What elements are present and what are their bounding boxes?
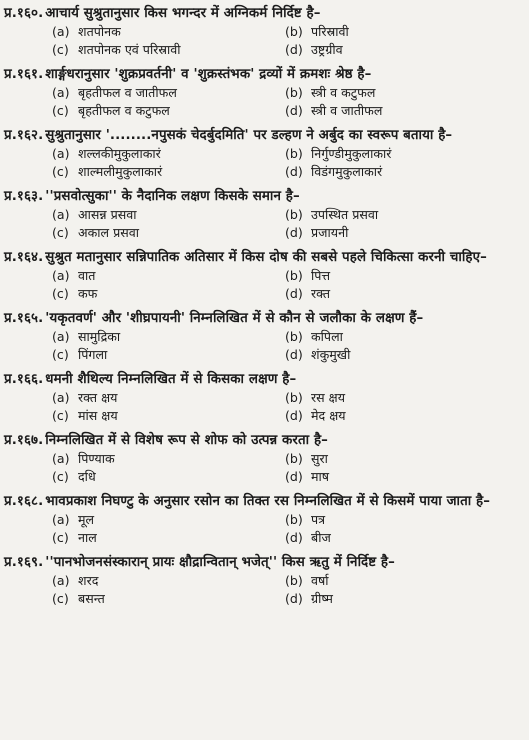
- options-grid: [4, 206, 515, 241]
- answer-option: [285, 389, 515, 407]
- option-label: (d): [285, 468, 303, 484]
- answer-option: [52, 41, 285, 59]
- question-number: प्र.१६९.: [4, 555, 44, 570]
- question-line: [4, 492, 515, 511]
- answer-option: [285, 41, 515, 59]
- option-text: रस क्षय: [311, 390, 346, 405]
- option-text: पित्त: [311, 268, 331, 283]
- option-text: प्रजायनी: [311, 224, 349, 240]
- option-text: शल्लकीमुकुलाकारं: [78, 146, 161, 161]
- option-label: (d): [285, 285, 303, 301]
- option-label: (b): [285, 268, 303, 283]
- option-label: (b): [285, 573, 303, 588]
- option-label: (a): [52, 512, 70, 527]
- question-text: निम्नलिखित में से विशेष रूप से शोफ को उत्पन्न करता है–: [45, 433, 328, 448]
- option-text: नाल: [78, 529, 97, 545]
- options-grid: [4, 328, 515, 363]
- question-block: [4, 248, 515, 302]
- option-label: (b): [285, 24, 303, 39]
- options-grid: [4, 23, 515, 58]
- question-line: [4, 309, 515, 328]
- option-label: (b): [285, 85, 303, 100]
- question-line: [4, 248, 515, 267]
- answer-option: [285, 102, 515, 120]
- answer-option: [52, 450, 285, 468]
- option-text: मूल: [78, 512, 95, 527]
- options-grid: [4, 267, 515, 302]
- question-text: सुश्रुत मतानुसार सन्निपातिक अतिसार में किस दोष की सबसे पहले चिकित्सा करनी चाहिए–: [45, 250, 487, 265]
- answer-option: [285, 572, 515, 590]
- option-label: (c): [52, 407, 69, 423]
- option-text: अकाल प्रसवा: [78, 224, 140, 240]
- question-text: सुश्रुतानुसार '........नपुसकं चेदर्बुदमिति' पर डल्हण ने अर्बुद का स्वरूप बताया है–: [45, 128, 453, 143]
- answer-option: [52, 267, 285, 285]
- answer-option: [285, 206, 515, 224]
- answer-option: [285, 224, 515, 242]
- answer-option: [52, 163, 285, 181]
- question-number: प्र.१६५.: [4, 311, 44, 326]
- option-label: (d): [285, 346, 303, 362]
- option-label: (c): [52, 346, 69, 362]
- answer-option: [52, 529, 285, 547]
- option-label: (b): [285, 207, 303, 222]
- question-number: प्र.१६०.: [4, 6, 44, 21]
- option-label: (a): [52, 329, 70, 344]
- question-block: [4, 187, 515, 241]
- question-block: [4, 4, 515, 58]
- question-number: प्र.१६४.: [4, 250, 44, 265]
- option-label: (d): [285, 224, 303, 240]
- option-text: बृहतीफल व कटुफल: [78, 102, 170, 118]
- answer-option: [52, 224, 285, 242]
- option-text: शतपोनक: [78, 24, 121, 39]
- option-label: (a): [52, 85, 70, 100]
- question-line: [4, 126, 515, 145]
- option-text: विडंगमुकुलाकारं: [311, 163, 383, 179]
- question-text: 'यकृतवर्ण' और 'शीघ्रपायनी' निम्नलिखित में से कौन से जलौका के लक्षण हैं–: [45, 311, 424, 326]
- option-text: शंकुमुखी: [311, 346, 351, 362]
- question-line: [4, 65, 515, 84]
- answer-option: [52, 407, 285, 425]
- option-text: ग्रीष्म: [311, 590, 333, 606]
- answer-option: [285, 468, 515, 486]
- option-text: निर्गुण्डीमुकुलाकारं: [311, 146, 392, 161]
- question-number: प्र.१६६.: [4, 372, 44, 387]
- option-label: (d): [285, 102, 303, 118]
- answer-option: [52, 389, 285, 407]
- option-text: माष: [311, 468, 330, 484]
- question-number: प्र.१६२.: [4, 128, 44, 143]
- option-text: कपिला: [311, 329, 343, 344]
- option-label: (c): [52, 102, 69, 118]
- option-text: शतपोनक एवं परिस्रावी: [78, 41, 181, 57]
- options-grid: [4, 145, 515, 180]
- answer-option: [52, 84, 285, 102]
- question-block: [4, 65, 515, 119]
- option-text: बृहतीफल व जातीफल: [78, 85, 177, 100]
- option-label: (b): [285, 451, 303, 466]
- option-label: (a): [52, 24, 70, 39]
- option-label: (c): [52, 468, 69, 484]
- option-text: बसन्त: [78, 590, 105, 606]
- option-label: (c): [52, 224, 69, 240]
- question-text: ''प्रसवोत्सुका'' के नैदानिक लक्षण किसके समान है–: [45, 189, 300, 204]
- answer-option: [285, 346, 515, 364]
- option-label: (d): [285, 407, 303, 423]
- option-label: (b): [285, 329, 303, 344]
- option-text: दधि: [78, 468, 96, 484]
- answer-option: [285, 511, 515, 529]
- option-text: वर्षा: [311, 573, 329, 588]
- question-text: ''पानभोजनसंस्कारान् प्रायः क्षौद्रान्वितान् भजेत्'' किस ऋतु में निर्दिष्ट है–: [45, 555, 395, 570]
- options-grid: [4, 389, 515, 424]
- option-text: सुरा: [311, 451, 328, 466]
- question-line: [4, 370, 515, 389]
- option-label: (a): [52, 146, 70, 161]
- option-text: कफ: [78, 285, 98, 301]
- option-text: पत्र: [311, 512, 326, 527]
- answer-option: [285, 407, 515, 425]
- option-label: (c): [52, 529, 69, 545]
- answer-option: [52, 572, 285, 590]
- question-text: भावप्रकाश निघण्टु के अनुसार रसोन का तिक्त रस निम्नलिखित में से किसमें पाया जाता है–: [45, 494, 491, 509]
- options-grid: [4, 572, 515, 607]
- answer-option: [285, 328, 515, 346]
- question-text: आचार्य सुश्रुतानुसार किस भगन्दर में अग्निकर्म निर्दिष्ट है–: [45, 6, 321, 21]
- question-block: [4, 431, 515, 485]
- option-text: पिंगला: [78, 346, 108, 362]
- option-text: आसन्न प्रसवा: [78, 207, 137, 222]
- option-text: बीज: [311, 529, 331, 545]
- answer-option: [285, 23, 515, 41]
- option-text: स्त्री व जातीफल: [311, 102, 383, 118]
- option-label: (a): [52, 390, 70, 405]
- option-text: उष्ट्रग्रीव: [311, 41, 343, 57]
- option-text: सामुद्रिका: [78, 329, 121, 344]
- option-label: (c): [52, 163, 69, 179]
- option-label: (b): [285, 390, 303, 405]
- question-block: [4, 370, 515, 424]
- option-label: (d): [285, 529, 303, 545]
- question-number: प्र.१६३.: [4, 189, 44, 204]
- option-label: (b): [285, 512, 303, 527]
- option-label: (c): [52, 285, 69, 301]
- option-text: रक्त क्षय: [78, 390, 118, 405]
- question-line: [4, 187, 515, 206]
- question-block: [4, 126, 515, 180]
- option-label: (d): [285, 590, 303, 606]
- option-text: शाल्मलीमुकुलाकारं: [78, 163, 163, 179]
- answer-option: [52, 468, 285, 486]
- question-number: प्र.१६८.: [4, 494, 44, 509]
- question-text: शार्ङ्गधरानुसार 'शुक्रप्रवर्तनी' व 'शुक्रस्तंभक' द्रव्यों में क्रमशः श्रेष्ठ है–: [45, 67, 372, 82]
- question-line: [4, 4, 515, 23]
- options-grid: [4, 511, 515, 546]
- question-block: [4, 309, 515, 363]
- question-number: प्र.१६७.: [4, 433, 44, 448]
- option-text: परिस्रावी: [311, 24, 349, 39]
- option-text: रक्त: [311, 285, 331, 301]
- option-label: (d): [285, 163, 303, 179]
- answer-option: [285, 529, 515, 547]
- option-label: (c): [52, 590, 69, 606]
- question-block: [4, 553, 515, 607]
- answer-option: [52, 206, 285, 224]
- answer-option: [52, 511, 285, 529]
- question-line: [4, 553, 515, 572]
- option-label: (a): [52, 573, 70, 588]
- option-text: पिण्याक: [78, 451, 115, 466]
- options-grid: [4, 84, 515, 119]
- answer-option: [52, 328, 285, 346]
- answer-option: [52, 346, 285, 364]
- option-text: शरद: [78, 573, 99, 588]
- answer-option: [52, 145, 285, 163]
- option-text: वात: [78, 268, 96, 283]
- question-line: [4, 431, 515, 450]
- option-label: (a): [52, 451, 70, 466]
- option-text: मांस क्षय: [78, 407, 118, 423]
- answer-option: [285, 590, 515, 608]
- option-label: (b): [285, 146, 303, 161]
- answer-option: [285, 450, 515, 468]
- answer-option: [285, 267, 515, 285]
- option-text: मेद क्षय: [311, 407, 346, 423]
- question-block: [4, 492, 515, 546]
- question-number: प्र.१६१.: [4, 67, 44, 82]
- question-text: धमनी शैथिल्य निम्नलिखित में से किसका लक्षण है–: [45, 372, 297, 387]
- option-text: उपस्थित प्रसवा: [311, 207, 379, 222]
- option-text: स्त्री व कटुफल: [311, 85, 376, 100]
- option-label: (d): [285, 41, 303, 57]
- answer-option: [285, 163, 515, 181]
- option-label: (c): [52, 41, 69, 57]
- answer-option: [285, 145, 515, 163]
- option-label: (a): [52, 268, 70, 283]
- answer-option: [52, 23, 285, 41]
- answer-option: [52, 285, 285, 303]
- answer-option: [52, 102, 285, 120]
- options-grid: [4, 450, 515, 485]
- answer-option: [285, 84, 515, 102]
- answer-option: [285, 285, 515, 303]
- option-label: (a): [52, 207, 70, 222]
- answer-option: [52, 590, 285, 608]
